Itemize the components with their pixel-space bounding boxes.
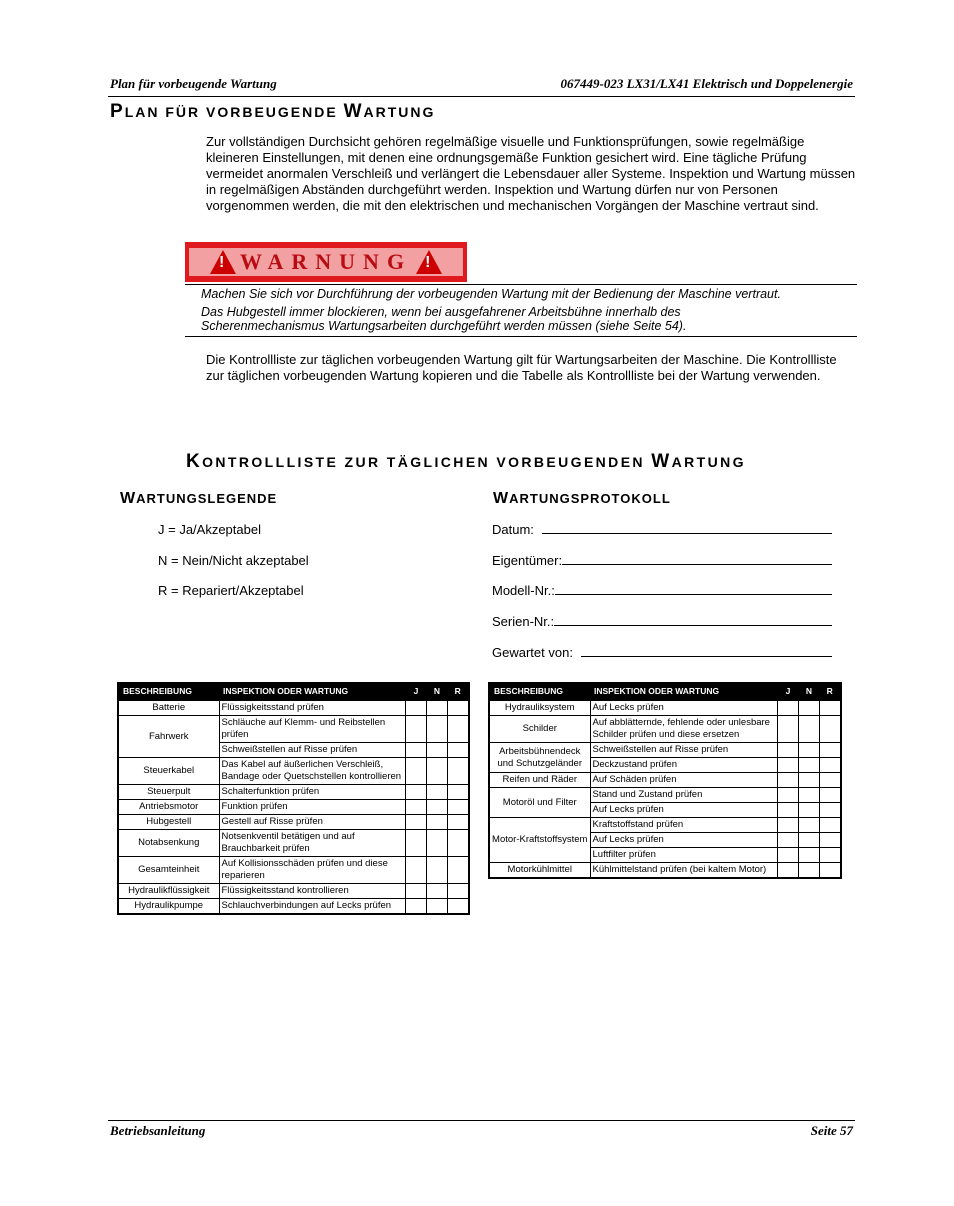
- footer-right: Seite 57: [810, 1123, 853, 1138]
- footer-left: Betriebsanleitung: [110, 1123, 206, 1138]
- warning-rule-bottom: [185, 336, 857, 337]
- table-row: [489, 788, 841, 803]
- checkbox-r[interactable]: [820, 833, 842, 848]
- table-row: [489, 743, 841, 758]
- row-inspection: Auf Lecks prüfen: [590, 803, 778, 818]
- checkbox-j[interactable]: [406, 785, 427, 800]
- table-row: [118, 701, 469, 716]
- warning-label: WARNUNG: [239, 249, 413, 274]
- checkbox-j[interactable]: [406, 701, 427, 716]
- row-inspection: Schlauchverbindungen auf Lecks prüfen: [219, 899, 406, 915]
- checkbox-r[interactable]: [448, 716, 470, 743]
- checkbox-n[interactable]: [799, 773, 820, 788]
- legend-item-r: R = Repariert/Akzeptabel: [158, 583, 304, 598]
- warning-rule-top: [185, 284, 857, 285]
- checkbox-j[interactable]: [406, 743, 427, 758]
- checkbox-r[interactable]: [820, 743, 842, 758]
- legend-item-j: J = Ja/Akzeptabel: [158, 522, 261, 537]
- table-row: [118, 800, 469, 815]
- checkbox-j[interactable]: [406, 800, 427, 815]
- checkbox-n[interactable]: [427, 830, 448, 857]
- checkbox-j[interactable]: [778, 818, 799, 833]
- checkbox-n[interactable]: [427, 716, 448, 743]
- table-row: [118, 716, 469, 743]
- checkbox-n[interactable]: [427, 815, 448, 830]
- checkbox-j[interactable]: [778, 863, 799, 879]
- table-row: [489, 701, 841, 716]
- checkbox-j[interactable]: [778, 716, 799, 743]
- intro-paragraph: Zur vollständigen Durchsicht gehören regelmäßige visuelle und Funktionsprüfungen, sowie regelmäßige kleineren Einstellungen, mit denen eine ordnungsgemäße Funktion gesichert wird. Eine tägliche Prüfung vermeidet anormalen Verschleiß und verlängert die Lebensdauer aller Systeme. Inspektion und Wartung müssen in regelmäßigen Abständen durchgeführt werden. Inspektion und Wartung dürfen nur von Personen vorgenommen werden, die mit den elektrischen und mechanischen Vorgängen der Maschine vertraut sind.: [206, 134, 856, 213]
- row-inspection: Notsenkventil betätigen und auf Brauchbarkeit prüfen: [219, 830, 406, 857]
- checkbox-r[interactable]: [820, 863, 842, 879]
- checkbox-n[interactable]: [427, 701, 448, 716]
- checkbox-n[interactable]: [427, 743, 448, 758]
- table-row: [489, 818, 841, 833]
- warning-text-1: Machen Sie sich vor Durchführung der vorbeugenden Wartung mit der Bedienung der Maschine vertraut.: [201, 287, 781, 301]
- row-description: Notabsenkung: [118, 830, 219, 857]
- warning-icon: !: [416, 250, 442, 274]
- row-inspection: Schalterfunktion prüfen: [219, 785, 406, 800]
- row-description: Motoröl und Filter: [489, 788, 590, 818]
- checkbox-n[interactable]: [427, 899, 448, 915]
- checkbox-r[interactable]: [820, 773, 842, 788]
- checkbox-r[interactable]: [820, 716, 842, 743]
- checkbox-r[interactable]: [448, 743, 470, 758]
- row-inspection: Deckzustand prüfen: [590, 758, 778, 773]
- checkbox-r[interactable]: [448, 785, 470, 800]
- checkbox-r[interactable]: [820, 848, 842, 863]
- row-inspection: Kühlmittelstand prüfen (bei kaltem Motor): [590, 863, 778, 879]
- row-description: Antriebsmotor: [118, 800, 219, 815]
- table-row: [118, 899, 469, 915]
- checkbox-n[interactable]: [799, 803, 820, 818]
- checkbox-j[interactable]: [406, 884, 427, 899]
- checkbox-n[interactable]: [427, 758, 448, 785]
- checkbox-n[interactable]: [799, 788, 820, 803]
- checklist-table-right: [488, 682, 842, 879]
- row-description: Hydrauliksystem: [489, 701, 590, 716]
- checkbox-r[interactable]: [448, 899, 470, 915]
- checkbox-n[interactable]: [799, 743, 820, 758]
- table-row: [118, 785, 469, 800]
- table-row: [489, 773, 841, 788]
- field-owner[interactable]: Eigentümer:: [492, 553, 832, 568]
- checkbox-j[interactable]: [778, 758, 799, 773]
- footer-rule: [108, 1120, 855, 1121]
- row-inspection: Auf Lecks prüfen: [590, 701, 778, 716]
- checkbox-j[interactable]: [406, 830, 427, 857]
- row-description: Steuerpult: [118, 785, 219, 800]
- section-title: KONTROLLLISTE ZUR TÄGLICHEN VORBEUGENDEN WARTUNG: [186, 451, 746, 472]
- checkbox-j[interactable]: [778, 833, 799, 848]
- table-row: [118, 758, 469, 785]
- checkbox-j[interactable]: [778, 848, 799, 863]
- checkbox-r[interactable]: [448, 830, 470, 857]
- row-inspection: Gestell auf Risse prüfen: [219, 815, 406, 830]
- row-inspection: Stand und Zustand prüfen: [590, 788, 778, 803]
- legend-title: WARTUNGSLEGENDE: [120, 490, 278, 507]
- row-inspection: Schweißstellen auf Risse prüfen: [219, 743, 406, 758]
- page-title: PLAN FÜR VORBEUGENDE WARTUNG: [110, 101, 436, 122]
- row-description: Hydraulikflüssigkeit: [118, 884, 219, 899]
- col-inspection: INSPEKTION ODER WARTUNG: [219, 682, 406, 701]
- table-row: [118, 830, 469, 857]
- col-inspection: INSPEKTION ODER WARTUNG: [590, 682, 778, 701]
- checkbox-j[interactable]: [406, 758, 427, 785]
- checkbox-r[interactable]: [448, 701, 470, 716]
- field-datum[interactable]: Datum:: [492, 522, 832, 537]
- row-description: Motorkühlmittel: [489, 863, 590, 879]
- checkbox-r[interactable]: [448, 800, 470, 815]
- checkbox-r[interactable]: [448, 884, 470, 899]
- checkbox-n[interactable]: [799, 833, 820, 848]
- checklist-paragraph: Die Kontrollliste zur täglichen vorbeugenden Wartung gilt für Wartungsarbeiten der Maschine. Die Kontrollliste zur täglichen vorbeugenden Wartung kopieren und die Tabelle als Kontrollliste bei der Wartung verwenden.: [206, 352, 837, 383]
- row-inspection: Das Kabel auf äußerlichen Verschleiß, Bandage oder Quetschstellen kontrollieren: [219, 758, 406, 785]
- col-j: J: [406, 682, 427, 701]
- checkbox-r[interactable]: [820, 788, 842, 803]
- checkbox-n[interactable]: [427, 785, 448, 800]
- checkbox-j[interactable]: [406, 815, 427, 830]
- col-n: N: [427, 682, 448, 701]
- checkbox-j[interactable]: [406, 899, 427, 915]
- field-serviced-by[interactable]: Gewartet von:: [492, 645, 832, 660]
- checkbox-n[interactable]: [427, 884, 448, 899]
- field-serial[interactable]: Serien-Nr.:: [492, 614, 832, 629]
- row-description: Schilder: [489, 716, 590, 743]
- row-description: Gesamteinheit: [118, 857, 219, 884]
- row-inspection: Auf abblätternde, fehlende oder unlesbare Schilder prüfen und diese ersetzen: [590, 716, 778, 743]
- protocol-title: WARTUNGSPROTOKOLL: [493, 490, 671, 507]
- warning-icon: !: [210, 250, 236, 274]
- checkbox-n[interactable]: [799, 701, 820, 716]
- checkbox-j[interactable]: [778, 803, 799, 818]
- checkbox-n[interactable]: [799, 863, 820, 879]
- checkbox-n[interactable]: [799, 758, 820, 773]
- col-desc: BESCHREIBUNG: [489, 682, 590, 701]
- checkbox-n[interactable]: [799, 848, 820, 863]
- checklist-table-left: [117, 682, 470, 915]
- header-left: Plan für vorbeugende Wartung: [110, 76, 277, 91]
- checkbox-r[interactable]: [820, 818, 842, 833]
- field-model[interactable]: Modell-Nr.:: [492, 583, 832, 598]
- checkbox-r[interactable]: [448, 857, 470, 884]
- table-row: [118, 815, 469, 830]
- legend-item-n: N = Nein/Nicht akzeptabel: [158, 553, 309, 568]
- checkbox-j[interactable]: [778, 701, 799, 716]
- checkbox-j[interactable]: [406, 857, 427, 884]
- warning-banner: [185, 242, 467, 282]
- header-rule: [108, 96, 855, 97]
- row-inspection: Schläuche auf Klemm- und Reibstellen prüfen: [219, 716, 406, 743]
- col-r: R: [448, 682, 470, 701]
- row-description: Steuerkabel: [118, 758, 219, 785]
- row-inspection: Luftfilter prüfen: [590, 848, 778, 863]
- row-inspection: Auf Schäden prüfen: [590, 773, 778, 788]
- header-right: 067449-023 LX31/LX41 Elektrisch und Doppelenergie: [560, 76, 853, 91]
- col-n: N: [799, 682, 820, 701]
- row-inspection: Auf Lecks prüfen: [590, 833, 778, 848]
- row-description: Arbeitsbühnendeck und Schutzgeländer: [489, 743, 590, 773]
- checkbox-n[interactable]: [799, 818, 820, 833]
- row-inspection: Schweißstellen auf Risse prüfen: [590, 743, 778, 758]
- row-description: Motor-Kraftstoffsystem: [489, 818, 590, 863]
- checkbox-n[interactable]: [427, 800, 448, 815]
- checkbox-r[interactable]: [448, 758, 470, 785]
- checkbox-j[interactable]: [778, 788, 799, 803]
- table-row: [118, 884, 469, 899]
- row-inspection: Flüssigkeitsstand prüfen: [219, 701, 406, 716]
- row-description: Hubgestell: [118, 815, 219, 830]
- row-description: Hydraulikpumpe: [118, 899, 219, 915]
- col-j: J: [778, 682, 799, 701]
- col-desc: BESCHREIBUNG: [118, 682, 219, 701]
- row-inspection: Funktion prüfen: [219, 800, 406, 815]
- table-row: [489, 863, 841, 879]
- checkbox-j[interactable]: [778, 743, 799, 758]
- col-r: R: [820, 682, 842, 701]
- checkbox-j[interactable]: [406, 716, 427, 743]
- table-row: [489, 716, 841, 743]
- checkbox-n[interactable]: [799, 716, 820, 743]
- checkbox-j[interactable]: [778, 773, 799, 788]
- checkbox-r[interactable]: [448, 815, 470, 830]
- checkbox-r[interactable]: [820, 803, 842, 818]
- row-description: Batterie: [118, 701, 219, 716]
- row-description: Reifen und Räder: [489, 773, 590, 788]
- checkbox-r[interactable]: [820, 701, 842, 716]
- row-inspection: Flüssigkeitsstand kontrollieren: [219, 884, 406, 899]
- checkbox-r[interactable]: [820, 758, 842, 773]
- row-description: Fahrwerk: [118, 716, 219, 758]
- checkbox-n[interactable]: [427, 857, 448, 884]
- row-inspection: Kraftstoffstand prüfen: [590, 818, 778, 833]
- warning-text-2: Das Hubgestell immer blockieren, wenn bei ausgefahrener Arbeitsbühne innerhalb des Scherenmechanismus Wartungsarbeiten durchgeführt werden müssen (siehe Seite 54).: [201, 305, 687, 333]
- row-inspection: Auf Kollisionsschäden prüfen und diese reparieren: [219, 857, 406, 884]
- table-row: [118, 857, 469, 884]
